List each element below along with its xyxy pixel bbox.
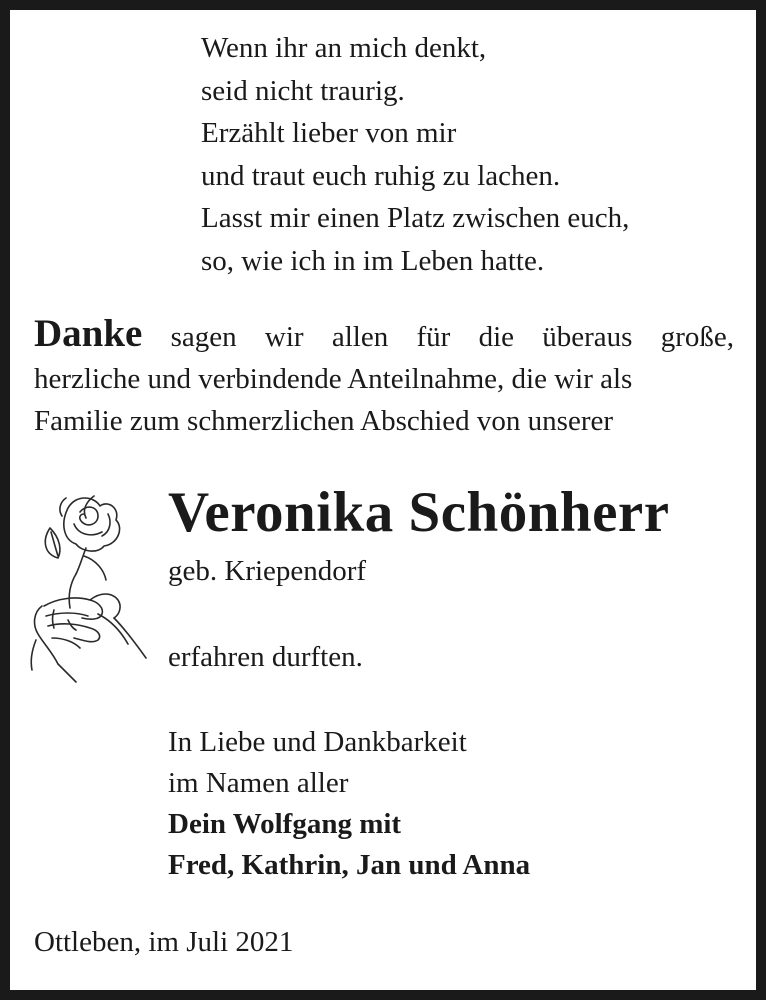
poem-line: Lasst mir einen Platz zwischen euch, xyxy=(201,202,630,235)
signature-line: Fred, Kathrin, Jan und Anna xyxy=(168,849,531,881)
poem xyxy=(201,27,629,283)
poem-line: so, wie ich in im Leben hatte. xyxy=(201,244,545,277)
experienced-line: erfahren durften. xyxy=(168,641,363,673)
thanks-paragraph xyxy=(34,313,734,442)
deceased-name: Veronika Schönherr xyxy=(168,481,670,544)
thanks-line-3: Familie zum schmerzlichen Abschied von unserer xyxy=(34,405,614,437)
poem-line: seid nicht traurig. xyxy=(201,74,405,107)
closing-line: In Liebe und Dankbarkeit xyxy=(168,726,467,758)
closing-block xyxy=(168,722,530,886)
closing-line: im Namen aller xyxy=(168,767,349,799)
place-date: Ottleben, im Juli 2021 xyxy=(34,926,294,958)
thanks-line-1-text: sagen wir allen für die überaus große, xyxy=(170,321,734,353)
signature-line: Dein Wolfgang mit xyxy=(168,808,402,840)
danke-word: Danke xyxy=(34,312,143,355)
poem-line: und traut euch ruhig zu lachen. xyxy=(201,159,561,192)
thanks-line-2: herzliche und verbindende Anteilnahme, die wir als xyxy=(34,363,633,395)
thanks-line-1 xyxy=(34,313,734,358)
rose-in-hand-icon xyxy=(24,488,160,684)
maiden-name: geb. Kriependorf xyxy=(168,555,367,587)
poem-line: Wenn ihr an mich denkt, xyxy=(201,32,487,64)
poem-line: Erzählt lieber von mir xyxy=(201,117,457,150)
